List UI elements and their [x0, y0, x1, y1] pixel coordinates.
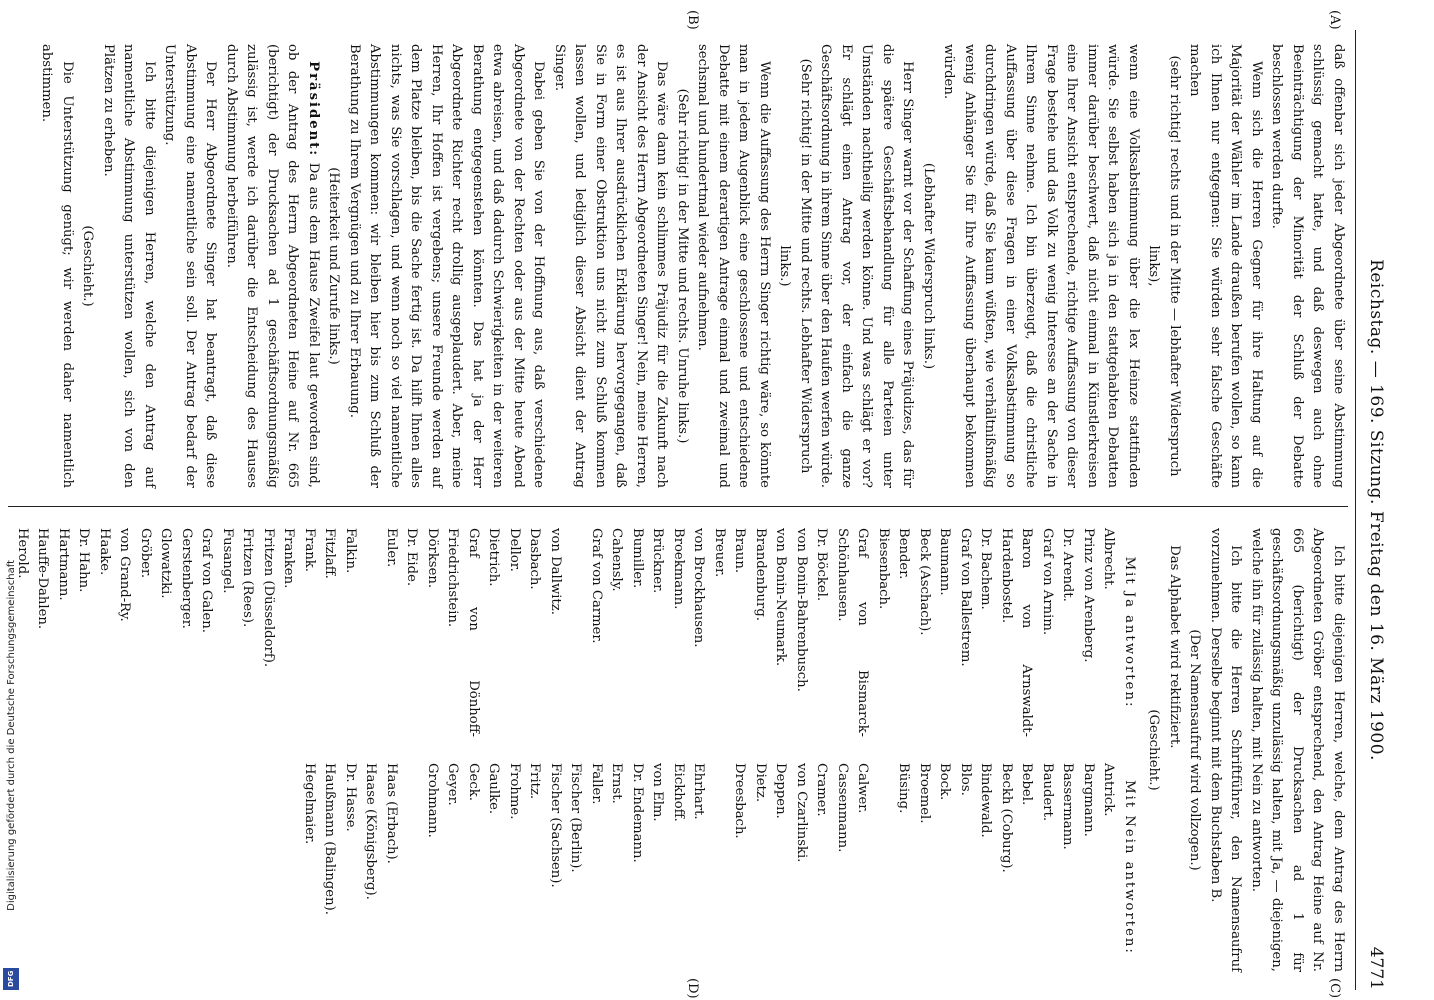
voter-name: Ernst. — [609, 763, 625, 804]
voter-name: Fusangel. — [220, 528, 235, 594]
paragraph: daß offenbar sich jeder Abgeordnete über seine Abstimmung schlüssig gemacht hatte, und daß deswegen auch ohne Beeinträchtigung der Minorität der Schluß der Debatte beschlossen werden durfte. — [1269, 44, 1346, 488]
paragraph: Ich bitte diejenigen Herren, welche den Antrag auf namentliche Abstimmung unterstützen wollen, sich von den Plätzen zu erheben. — [101, 44, 157, 488]
voter-name: Brückner. — [650, 528, 666, 594]
voter-name: Brandenburg. — [753, 528, 768, 621]
nein-list — [12, 763, 1140, 972]
voter-name: von Bonin-Bahrenbusch. — [794, 528, 809, 692]
voter-name: Ehrhart. — [691, 763, 707, 820]
margin-marker-d: (D) — [685, 978, 700, 999]
voter-name: Bassermann. — [1060, 763, 1076, 850]
voter-name: von Czarlinski. — [794, 763, 809, 863]
voter-name: Haase (Königsberg). — [363, 763, 379, 900]
paragraph: Da aus dem Hause Zweifel laut geworden sind, ob der Antrag des Herrn Abgeordneten Heine auf Nr. 665 (berichtigt) der Drucksachen ad 1 geschäftsordnungsmäßig zulässig ist, werde ich darüber die Entscheidung des Hauses durch Abstimmung herbeiführen. — [224, 44, 321, 488]
paragraph: Das Alphabet wird rektifiziert. — [1167, 545, 1182, 749]
voter-name: Glowatzki. — [158, 528, 174, 599]
voter-name: Dietz. — [753, 763, 768, 803]
voter-name: Cahensly. — [609, 528, 625, 592]
vote-lists — [12, 528, 1140, 972]
voter-name: Antrick. — [1101, 763, 1117, 817]
voter-name: Dr. Hasse. — [343, 763, 358, 832]
reaction: (Geschieht.) — [1146, 709, 1162, 791]
header-rule — [1355, 30, 1356, 990]
voter-name: Dr. Hahn. — [76, 528, 92, 593]
voter-name: Frohme. — [507, 763, 522, 820]
voter-name: Haußmann (Balingen). — [322, 763, 338, 915]
voter-name: Herold. — [15, 528, 30, 579]
dfg-logo: DFG — [3, 968, 19, 990]
paragraph: Das wäre dann kein schlimmes Präjudiz für die Zukunft nach der Ansicht des Herrn Abgeordneten Singer! Nein, meine Herren, es ist aus Ihrer ausdrücklichen Erklärung hervorgegangen, daß Sie in Form einer Obstruktion uns nicht zum Schluß kommen lassen wollen, und lediglich dieser Absicht dient der Antrag Singer. — [552, 44, 670, 488]
voter-name: Dr. Arendt. — [1060, 528, 1076, 602]
reaction: (Der Namensaufruf wird vollzogen.) — [1187, 629, 1203, 871]
speaker-label: Präsident: — [306, 61, 321, 158]
voter-name: von Brockhausen. — [691, 528, 707, 648]
ja-list — [12, 528, 1140, 737]
voter-name: Biesenbach. — [876, 528, 891, 610]
paragraph: Dabei geben Sie von der Hoffnung aus, daß verschiedene Abgeordnete von der Rechten oder aus der Mitte heute Abend etwa abreisen, und daß dadurch Schwierigkeiten in der weiteren Berathung entgegenstehen könnten. Das hat ja der Herr Abgeordnete Richter recht drollig ausgeplaudert. Aber, meine Herren, Ihr Hoffen ist vergebens; unsere Freunde werden auf dem Platze bleiben, bis die Sache fertig ist. Da hilft Ihnen alles nichts, was Sie vorschlagen, und wenn noch so viel namentliche Abstimmungen kommen: wir bleiben hier bis zum Schluß der Berathung zu Ihrem Vergnügen und zu Ihrer Erbauung. — [347, 44, 547, 488]
ja-heading: Mit Ja antworten: — [1122, 556, 1137, 709]
reaction: (sehr richtig! rechts und in der Mitte — lebhafter Widerspruch links), — [1146, 55, 1182, 477]
voter-name: Graf von Dönhoff-Friedrichstein. — [445, 528, 481, 737]
margin-marker-a: (A) — [1327, 10, 1342, 30]
digitization-sidebar — [0, 560, 22, 1000]
voter-name: Baudert. — [1040, 763, 1055, 822]
paragraph: Ich bitte diejenigen Herren, welche, dem Antrag des Herrn Abgeordneten Gröber entsprechend, den Antrag Heine auf Nr. 665 (berichtigt) der Drucksachen ad 1 für geschäftsordnungsmäßig unzulässig halten, mit Ja, — diejenigen, welche ihn für zulässig halten, mit Nein zu antworten. — [1249, 528, 1346, 972]
voter-name: Prinz von Arenberg. — [1081, 528, 1096, 663]
voter-name: Bindewald. — [978, 763, 994, 838]
right-column — [12, 528, 1349, 972]
voter-name: Hegelmaier. — [302, 763, 317, 845]
voter-name: Bumiller. — [630, 528, 645, 589]
running-head: Reichstag. — 169. Sitzung. Freitag den 16. März 1900. — [1366, 259, 1386, 761]
voter-name: Braun. — [732, 528, 748, 574]
voter-name: Beck (Aschach). — [917, 528, 932, 636]
reaction: (Sehr richtig! in der Mitte und rechts. Lebhafter Widerspruch links.) — [777, 58, 813, 474]
voter-name: Dietrich. — [486, 528, 502, 587]
voter-name: Graf von Arnim. — [1040, 528, 1055, 636]
reaction: (Geschieht.) — [80, 225, 96, 307]
margin-marker-c: (C) — [1327, 978, 1342, 999]
voter-name: Hartmann. — [56, 528, 71, 601]
voter-name: Baron von Arnswaldt-Hardenbostel. — [999, 528, 1035, 737]
paragraph: Wenn sich die Herren Gegner für ihre Haltung auf die Majorität der Wähler im Lande draußen berufen wollen, so kann ich Ihnen nur entgegnen: Sie würden sehr falsche Geschäfte machen — [1187, 44, 1264, 488]
margin-marker-b: (B) — [685, 10, 700, 30]
paragraph: Der Herr Abgeordnete Singer hat beantragt, daß diese Abstimmung eine namentliche sein soll. Der Antrag bedarf der Unterstützung. — [162, 44, 219, 488]
voter-name: Faller. — [589, 763, 604, 805]
voter-name: Haas (Erbach). — [384, 763, 399, 864]
voter-name: Haake. — [97, 528, 112, 576]
voter-name: Calwer. — [855, 763, 871, 814]
page-header — [1354, 30, 1400, 990]
voter-name: Fitzlaff. — [322, 528, 338, 579]
voter-name: Dr. Böckel. — [814, 528, 830, 602]
voter-name: Graf von Bismarck-Schönhausen. — [835, 528, 871, 737]
voter-name: Broekmann. — [671, 528, 686, 610]
paragraph: Ich bitte die Herren Schriftführer, den Namensaufruf vorzunehmen. Derselbe beginnt mit dem Buchstaben B. — [1208, 528, 1244, 972]
voter-name: Bebel. — [1019, 763, 1035, 806]
voter-name: Eickhoff. — [671, 763, 686, 822]
voter-name: Dr. Endemann. — [630, 763, 645, 863]
voter-name: Gaulke. — [486, 763, 502, 815]
voter-name: Fritzen (Düsseldorf). — [261, 528, 276, 668]
voter-name: Blos. — [958, 763, 973, 796]
voter-name: Büsing. — [896, 763, 912, 814]
voter-name: Gröber. — [138, 528, 153, 579]
voter-name: Dasbach. — [527, 528, 543, 590]
voter-name: Dreesbach. — [732, 763, 748, 839]
voter-name: Bock. — [937, 763, 953, 801]
voter-name: Dr. Eide. — [404, 528, 420, 587]
left-column — [36, 44, 1348, 488]
voter-name: Bender. — [896, 528, 912, 580]
voter-name: Grohmann. — [425, 763, 440, 838]
voter-name: Beckh (Coburg). — [999, 763, 1014, 873]
voter-name: Dellor. — [507, 528, 522, 572]
voter-name: von Grand-Ry. — [117, 528, 133, 622]
voter-name: Graf von Carmer. — [589, 528, 604, 644]
voter-name: Gerstenberger. — [179, 528, 194, 629]
paragraph: Die Unterstützung genügt; wir werden daher namentlich abstimmen. — [39, 44, 75, 488]
voter-name: Graf von Galen. — [199, 528, 215, 633]
voter-name: Deppen. — [773, 763, 789, 819]
column-divider — [8, 506, 1348, 507]
voter-name: Geck. — [466, 763, 481, 801]
president-paragraph — [221, 44, 324, 488]
nein-heading: Mit Nein antworten: — [1122, 780, 1137, 955]
voter-name: Falkin. — [343, 528, 358, 574]
voter-name: Cramer. — [814, 763, 830, 817]
voter-name: Albrecht. — [1101, 528, 1117, 590]
paragraph: wenn eine Volksabstimmung über die lex Heinze stattfinden würde. Sie selbst haben sich ja in den stattgehabten Debatten immer darüber beschwert, daß nicht einmal in Künstlerkreisen eine Ihrer Ansicht entsprechende, richtige Auffassung von dieser Frage bestehe und das Volk zu wenig Interesse an der Sache in Ihrem Sinne nehme. Ich bin überzeugt, daß die christliche Auffassung über diese Fragen in einer Volksabstimmung so durchdringen würde, daß Sie kaum wüßten, wie verhältnißmäßig wenig Anhänger Sie für Ihre Auffassung überhaupt bekommen würden. — [941, 44, 1141, 488]
voter-name — [565, 528, 586, 737]
paragraph: Wenn die Auffassung des Herrn Singer richtig wäre, so könnte man in jedem Augenblick eine geschlossene und entschiedene Debatte mit einem derartigen Antrage einmal und zweimal und sechsmal und hundertmal wieder aufnehmen. — [695, 44, 772, 488]
voter-name: Frank. — [302, 528, 317, 572]
voter-name: Geyer. — [445, 763, 461, 806]
voter-name: Fritzen (Rees). — [240, 528, 256, 628]
voter-name: Broemel. — [917, 763, 932, 824]
voter-name: von Bonin-Neumark. — [773, 528, 789, 667]
page-number: 4771 — [1366, 946, 1386, 990]
voter-name — [709, 763, 730, 972]
voter-name: Baumann. — [937, 528, 953, 596]
voter-name: Fischer (Berlin). — [568, 763, 584, 873]
voter-name: Bargmann. — [1081, 763, 1096, 837]
voter-name — [360, 528, 381, 737]
voter-name: Fritz. — [527, 763, 543, 800]
voter-name: Franken. — [281, 528, 297, 589]
voter-name — [401, 763, 422, 972]
reaction: (Lebhafter Widerspruch links.) — [921, 162, 936, 370]
reaction: (Heiterkeit und Zurufe links.) — [326, 167, 342, 365]
voter-name: Cassenmann. — [835, 763, 850, 853]
voter-name: Fischer (Sachsen). — [548, 763, 563, 888]
voter-name — [873, 763, 894, 972]
voter-name: Breuer. — [712, 528, 727, 578]
voter-name: von Dallwitz. — [548, 528, 563, 615]
voter-name: Graf von Ballestrem. — [958, 528, 973, 667]
voter-name: von Elm. — [650, 763, 666, 822]
voter-name: Hauffe-Dahlen. — [35, 528, 51, 630]
voter-name: Dörksen. — [425, 528, 440, 589]
digitization-credit: Digitalisierung gefördert durch die Deutsche Forschungsgemeinschaft — [6, 560, 17, 911]
paragraph: Herr Singer warnt vor der Schaffung eines Präjudizes, das für die spätere Geschäftsbehandlung für alle Parteien unter Umständen nachtheilig werden könne. Und was schlägt er vor? Er schlägt einen Antrag vor, der einfach die ganze Geschäftsordnung in ihrem Sinne über den Haufen werfen würde. — [818, 44, 916, 488]
voter-name: Dr. Bachem. — [978, 528, 994, 610]
reaction: (Sehr richtig! in der Mitte und rechts. Unruhe links.) — [675, 88, 690, 444]
voter-name: Euler. — [384, 528, 399, 568]
